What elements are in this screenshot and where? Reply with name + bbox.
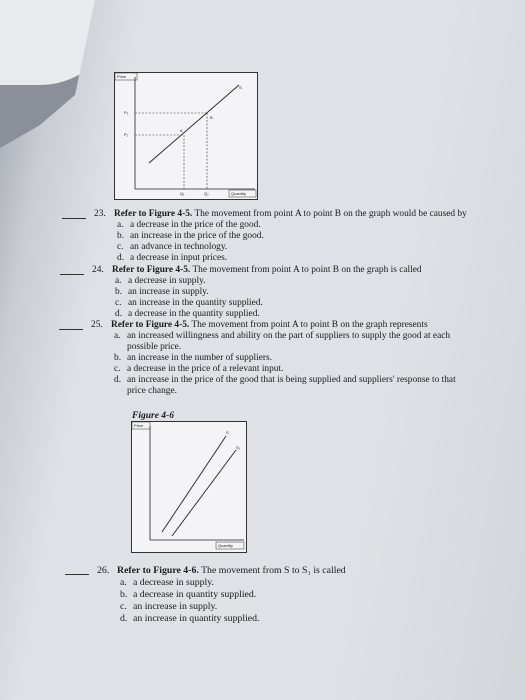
option-letter: b.	[117, 231, 125, 241]
answer-blank[interactable]	[60, 265, 84, 275]
option-text: a decrease in input prices.	[130, 253, 228, 263]
option-letter: b.	[114, 353, 122, 363]
option-text: an increase in the number of suppliers.	[127, 353, 273, 363]
option-letter: b.	[115, 287, 123, 297]
option-letter: d.	[114, 375, 122, 385]
option-text: an increase in the price of the good that is being supplied and suppliers' response to that	[127, 375, 456, 385]
figure-4-6-caption: Figure 4-6	[132, 411, 174, 421]
curve-label-s: S	[239, 85, 242, 90]
option-text: a decrease in supply.	[133, 577, 214, 588]
option-c	[120, 601, 217, 613]
question-number: 25.	[91, 320, 103, 330]
question-number: 24.	[92, 265, 104, 275]
supply-curve	[149, 85, 239, 163]
option-letter: d.	[117, 253, 125, 263]
question-number: 26.	[97, 565, 110, 576]
option-text: an increased willingness and ability on the part of suppliers to supply the good at each	[127, 331, 451, 341]
question-stem	[117, 565, 346, 577]
supply-curve-s	[162, 436, 226, 532]
curve-label-s1: S₁	[236, 445, 241, 450]
option-text: an advance in technology.	[130, 242, 228, 252]
option-text: an increase in quantity supplied.	[133, 613, 260, 624]
stem-text: The movement from point A to point B on the graph is called	[190, 265, 422, 275]
price-high-label: P₂	[124, 110, 129, 115]
refer-text: Refer to Figure 4-5.	[111, 320, 190, 330]
option-letter: d.	[115, 309, 123, 319]
y-axis-label: Price	[134, 423, 144, 428]
x-axis-label: Quantity	[231, 191, 246, 196]
answer-blank[interactable]	[62, 209, 86, 219]
refer-text: Refer to Figure 4-5.	[114, 209, 193, 219]
option-text: an increase in supply.	[133, 601, 218, 612]
stem-text: The movement from S to S₁ is called	[198, 565, 346, 576]
option-text: a decrease in the price of a relevant input.	[127, 364, 284, 374]
point-b-label: B	[210, 115, 213, 120]
option-letter: c.	[120, 601, 127, 612]
stem-text: The movement from point A to point B on the graph represents	[189, 320, 428, 330]
option-b	[120, 589, 256, 601]
x-axis-label: Quantity	[218, 543, 233, 548]
option-letter: a.	[115, 276, 122, 286]
option-letter: c.	[117, 242, 124, 252]
price-low-label: P₁	[124, 132, 129, 137]
option-letter: a.	[114, 331, 121, 341]
figure-4-6-graph	[131, 421, 247, 553]
option-letter: b.	[120, 589, 128, 600]
refer-text: Refer to Figure 4-5.	[112, 265, 191, 275]
option-letter: c.	[115, 298, 122, 308]
curve-label-s: S	[226, 430, 229, 435]
supply-curve-s1	[172, 450, 236, 536]
option-text: a decrease in the quantity supplied.	[128, 309, 260, 319]
option-a-continued: possible price.	[127, 342, 182, 352]
option-text: a decrease in quantity supplied.	[133, 589, 257, 600]
figure-4-5-graph	[114, 72, 258, 200]
qty-low-label: Q₁	[180, 191, 185, 196]
refer-text: Refer to Figure 4-6.	[117, 565, 199, 576]
question-number: 23.	[94, 209, 106, 219]
option-letter: a.	[117, 220, 124, 230]
option-text: an increase in the price of the good.	[130, 231, 264, 241]
option-d	[120, 613, 260, 625]
point-a-label: A	[180, 128, 183, 133]
stem-text: The movement from point A to point B on the graph would be caused by	[192, 209, 467, 219]
option-letter: a.	[120, 577, 127, 588]
option-text: a decrease in supply.	[128, 276, 206, 286]
option-letter: c.	[114, 364, 121, 374]
option-d-continued: price change.	[127, 386, 177, 396]
option-d	[117, 253, 227, 265]
y-axis-label: Price	[117, 74, 127, 79]
qty-high-label: Q₂	[204, 191, 209, 196]
option-text: an increase in the quantity supplied.	[128, 298, 263, 308]
option-a	[120, 577, 214, 589]
answer-blank[interactable]	[59, 320, 83, 330]
option-text: an increase in supply.	[128, 287, 209, 297]
option-text: a decrease in the price of the good.	[130, 220, 261, 230]
answer-blank[interactable]	[65, 565, 89, 575]
option-letter: d.	[120, 613, 128, 624]
